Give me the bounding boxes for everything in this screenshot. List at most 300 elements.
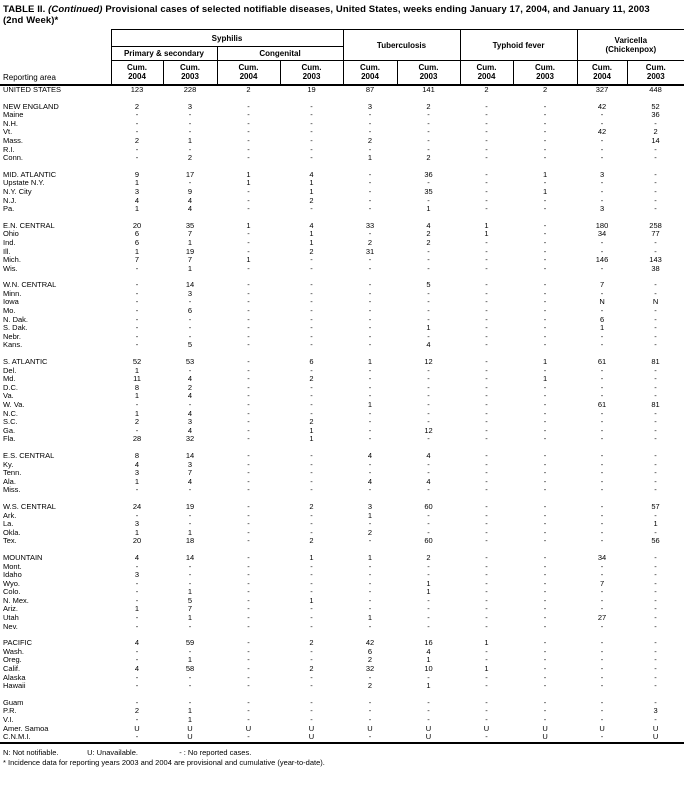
value-cell: -: [600, 638, 604, 648]
value-cell: -: [368, 459, 372, 469]
value-cell: 32: [185, 434, 195, 444]
value-cell: -: [654, 288, 657, 298]
value-cell: -: [427, 195, 430, 205]
value-cell: -: [654, 527, 657, 537]
value-cell: -: [600, 621, 604, 631]
value-cell: -: [368, 288, 372, 298]
value-cell: U: [367, 723, 373, 733]
table-row: [0, 341, 684, 350]
value-cell: 7: [187, 229, 193, 239]
value-cell: 8: [134, 382, 140, 392]
row-label: Wis.: [3, 263, 18, 273]
row-label: P.R.: [3, 706, 17, 716]
value-cell: -: [543, 587, 547, 597]
value-cell: -: [368, 417, 372, 427]
value-cell: -: [188, 681, 192, 691]
value-cell: -: [135, 561, 139, 571]
value-cell: -: [247, 135, 250, 145]
value-cell: 1: [367, 153, 373, 163]
value-cell: 42: [597, 101, 607, 111]
footnote-legend: [3, 748, 684, 758]
value-cell: -: [310, 306, 313, 316]
table-row: [0, 580, 684, 589]
value-cell: U: [542, 723, 548, 733]
table-row: [0, 597, 684, 606]
value-cell: -: [485, 331, 488, 341]
value-cell: -: [310, 604, 313, 614]
value-cell: -: [485, 391, 488, 401]
value-cell: -: [247, 425, 250, 435]
value-cell: -: [485, 153, 488, 163]
value-cell: 2: [134, 135, 140, 145]
value-cell: 1: [367, 357, 373, 367]
value-cell: 20: [132, 536, 142, 546]
value-cell: -: [188, 118, 192, 128]
value-cell: 9: [187, 186, 193, 196]
row-label: Oreg.: [3, 655, 22, 665]
value-cell: -: [543, 153, 547, 163]
value-cell: -: [427, 297, 430, 307]
value-cell: -: [310, 476, 313, 486]
value-cell: -: [485, 118, 488, 128]
value-cell: -: [135, 672, 139, 682]
primary-secondary-subheader: Primary & secondary: [111, 47, 217, 61]
value-cell: 1: [367, 613, 373, 623]
value-cell: -: [135, 621, 139, 631]
value-cell: -: [247, 552, 250, 562]
value-cell: -: [600, 570, 604, 580]
value-cell: U: [308, 732, 315, 742]
value-cell: -: [485, 578, 488, 588]
row-label: S. ATLANTIC: [3, 357, 48, 367]
value-cell: -: [368, 229, 372, 239]
value-cell: -: [654, 314, 657, 324]
table-row: [0, 410, 684, 419]
value-cell: 4: [187, 391, 193, 401]
value-cell: 2: [367, 237, 373, 247]
row-label: R.I.: [3, 144, 15, 154]
value-cell: -: [427, 510, 430, 520]
value-cell: 4: [367, 476, 373, 486]
value-cell: -: [247, 595, 250, 605]
row-label: MID. ATLANTIC: [3, 169, 57, 179]
row-label: Nev.: [3, 621, 18, 631]
value-cell: -: [188, 510, 192, 520]
value-cell: -: [247, 118, 250, 128]
value-cell: -: [247, 697, 250, 707]
value-cell: 1: [542, 357, 548, 367]
value-cell: -: [600, 646, 604, 656]
value-cell: -: [654, 323, 657, 333]
value-cell: -: [543, 655, 547, 665]
year-label: 2003: [302, 72, 321, 81]
value-cell: -: [368, 434, 372, 444]
value-cell: -: [485, 246, 488, 256]
value-cell: -: [543, 365, 547, 375]
value-cell: -: [310, 408, 313, 418]
value-cell: 14: [651, 135, 660, 145]
value-cell: -: [485, 195, 488, 205]
value-cell: 2: [542, 85, 548, 94]
value-cell: 2: [309, 664, 314, 674]
value-cell: -: [310, 655, 313, 665]
year-label: 2003: [646, 72, 665, 81]
value-cell: -: [310, 323, 313, 333]
value-cell: -: [247, 357, 250, 367]
table-row: [0, 614, 684, 623]
value-cell: -: [600, 331, 604, 341]
value-cell: -: [485, 715, 488, 724]
table-row: [0, 529, 684, 538]
value-cell: -: [188, 561, 192, 571]
value-cell: -: [427, 374, 430, 384]
table-row: [0, 137, 684, 146]
value-cell: 1: [134, 391, 140, 401]
cum-2004-column-header: [577, 61, 627, 86]
value-cell: 2: [426, 237, 431, 247]
value-cell: -: [310, 340, 313, 350]
value-cell: -: [485, 697, 488, 707]
row-label: Ohio: [3, 229, 19, 239]
value-cell: -: [654, 306, 657, 316]
value-cell: 3: [187, 459, 193, 469]
cum-label: Cum.: [180, 63, 200, 72]
table-row: [0, 111, 684, 120]
value-cell: U: [425, 723, 432, 733]
table-row: [0, 588, 684, 597]
value-cell: -: [188, 519, 192, 529]
value-cell: -: [654, 468, 657, 478]
cum-2004-column-header: [217, 61, 280, 86]
value-cell: -: [368, 280, 372, 290]
row-label: Alaska: [3, 672, 26, 682]
value-cell: -: [310, 144, 313, 154]
value-cell: 6: [309, 357, 314, 367]
value-cell: -: [427, 468, 430, 478]
value-cell: -: [247, 229, 250, 239]
value-cell: -: [600, 263, 604, 273]
value-cell: -: [485, 374, 488, 384]
value-cell: 16: [424, 638, 433, 648]
value-cell: -: [485, 135, 488, 145]
row-label: Va.: [3, 391, 14, 401]
value-cell: 34: [597, 229, 607, 239]
year-label: 2003: [536, 72, 554, 81]
value-cell: 4: [309, 220, 314, 230]
value-cell: -: [654, 391, 657, 401]
value-cell: -: [247, 340, 250, 350]
value-cell: -: [135, 425, 139, 435]
value-cell: 1: [187, 655, 193, 665]
value-cell: -: [654, 118, 657, 128]
value-cell: -: [543, 331, 547, 341]
value-cell: -: [654, 237, 657, 247]
value-cell: -: [543, 340, 547, 350]
row-label: Okla.: [3, 527, 21, 537]
value-cell: 81: [651, 357, 660, 367]
value-cell: -: [654, 374, 657, 384]
value-cell: 1: [134, 365, 140, 375]
value-cell: -: [247, 417, 250, 427]
value-cell: -: [368, 391, 372, 401]
value-cell: 2: [134, 417, 140, 427]
value-cell: -: [135, 280, 139, 290]
table-row: [0, 682, 684, 691]
value-cell: 2: [309, 246, 314, 256]
value-cell: 1: [246, 220, 251, 230]
year-label: 2004: [477, 72, 496, 81]
value-cell: -: [310, 365, 313, 375]
value-cell: -: [310, 578, 313, 588]
value-cell: -: [247, 536, 250, 546]
value-cell: 14: [185, 280, 195, 290]
value-cell: 1: [187, 135, 193, 145]
value-cell: -: [654, 408, 657, 418]
row-label: Nebr.: [3, 331, 21, 341]
table-row: [0, 486, 684, 495]
value-cell: -: [310, 118, 313, 128]
value-cell: 1: [187, 715, 193, 724]
table-row: [0, 623, 684, 632]
value-cell: 2: [426, 229, 431, 239]
value-cell: 3: [367, 501, 373, 511]
value-cell: -: [310, 127, 313, 137]
value-cell: 2: [309, 417, 314, 427]
table-row: [0, 452, 684, 461]
year-label: 2004: [361, 72, 379, 81]
cum-2003-column-header: [513, 61, 577, 86]
row-label: La.: [3, 519, 14, 529]
cum-label: Cum.: [476, 63, 497, 72]
value-cell: -: [543, 314, 547, 324]
row-label: C.N.M.I.: [3, 732, 31, 742]
value-cell: -: [654, 169, 657, 179]
value-cell: 1: [187, 237, 193, 247]
cum-2003-column-header: [280, 61, 343, 86]
value-cell: -: [310, 715, 313, 724]
value-cell: U: [308, 723, 315, 733]
value-cell: -: [368, 297, 372, 307]
table-row: [0, 384, 684, 393]
value-cell: -: [135, 578, 139, 588]
cum-label: Cum.: [301, 63, 322, 72]
value-cell: -: [543, 510, 547, 520]
value-cell: 2: [426, 101, 431, 111]
value-cell: -: [427, 127, 430, 137]
value-cell: -: [600, 485, 604, 495]
value-cell: 123: [130, 85, 144, 94]
table-row: [0, 120, 684, 129]
table-row: [0, 639, 684, 648]
table-row: [0, 333, 684, 342]
value-cell: 2: [653, 127, 658, 137]
value-cell: -: [654, 186, 657, 196]
row-label: Ill.: [3, 246, 11, 256]
value-cell: -: [135, 681, 139, 691]
value-cell: -: [485, 323, 488, 333]
value-cell: -: [247, 578, 250, 588]
value-cell: -: [310, 280, 313, 290]
value-cell: -: [368, 732, 372, 742]
value-cell: -: [247, 331, 250, 341]
value-cell: 2: [426, 552, 431, 562]
table-row: [0, 128, 684, 137]
value-cell: -: [135, 306, 139, 316]
value-cell: -: [485, 706, 488, 716]
value-cell: U: [245, 723, 252, 733]
value-cell: -: [543, 527, 547, 537]
value-cell: -: [135, 613, 139, 623]
value-cell: 1: [309, 237, 314, 247]
value-cell: 2: [309, 195, 314, 205]
value-cell: 2: [134, 101, 140, 111]
value-cell: -: [135, 153, 139, 163]
row-label: V.I.: [3, 715, 14, 724]
table-row: [0, 392, 684, 401]
value-cell: 60: [424, 501, 433, 511]
value-cell: -: [654, 715, 657, 724]
value-cell: -: [600, 425, 604, 435]
value-cell: -: [310, 587, 313, 597]
value-cell: U: [652, 723, 659, 733]
table-row: [0, 725, 684, 734]
value-cell: -: [247, 621, 250, 631]
table-row: [0, 375, 684, 384]
value-cell: -: [247, 288, 250, 298]
value-cell: 4: [426, 450, 431, 460]
value-cell: -: [247, 715, 250, 724]
cum-label: Cum.: [360, 63, 380, 72]
value-cell: -: [247, 613, 250, 623]
value-cell: -: [600, 450, 604, 460]
value-cell: 52: [651, 101, 660, 111]
value-cell: -: [485, 340, 488, 350]
value-cell: 1: [484, 229, 489, 239]
value-cell: -: [543, 101, 547, 111]
value-cell: N: [599, 297, 605, 307]
value-cell: -: [368, 365, 372, 375]
table-row: [0, 571, 684, 580]
value-cell: -: [485, 595, 488, 605]
value-cell: -: [543, 110, 547, 120]
value-cell: -: [135, 655, 139, 665]
value-cell: -: [247, 263, 250, 273]
row-label: Upstate N.Y.: [3, 178, 45, 188]
value-cell: -: [310, 400, 313, 409]
value-cell: -: [427, 706, 430, 716]
value-cell: -: [485, 297, 488, 307]
value-cell: -: [654, 434, 657, 444]
value-cell: -: [427, 178, 430, 188]
value-cell: -: [135, 314, 139, 324]
value-cell: -: [600, 561, 604, 571]
row-label: Conn.: [3, 153, 24, 163]
row-label: Tenn.: [3, 468, 22, 478]
value-cell: 1: [426, 578, 431, 588]
value-cell: 4: [134, 459, 140, 469]
value-cell: U: [483, 723, 490, 733]
value-cell: -: [427, 570, 430, 580]
value-cell: 6: [599, 314, 605, 324]
value-cell: -: [247, 204, 250, 214]
value-cell: -: [654, 672, 657, 682]
value-cell: 1: [309, 178, 314, 188]
value-cell: -: [427, 408, 430, 418]
row-label: Ark.: [3, 510, 17, 520]
value-cell: 1: [426, 681, 431, 691]
value-cell: 4: [134, 552, 140, 562]
table-row: [0, 461, 684, 470]
value-cell: 1: [542, 374, 548, 384]
table-row: [0, 435, 684, 444]
value-cell: -: [543, 220, 547, 230]
value-cell: -: [654, 655, 657, 665]
value-cell: 34: [597, 552, 607, 562]
value-cell: -: [543, 664, 547, 674]
value-cell: -: [247, 297, 250, 307]
row-label: Del.: [3, 365, 17, 375]
value-cell: 1: [426, 587, 431, 597]
value-cell: -: [188, 570, 192, 580]
year-label: 2003: [181, 72, 199, 81]
row-label: Ind.: [3, 237, 16, 247]
value-cell: -: [247, 501, 250, 511]
value-cell: -: [188, 323, 192, 333]
value-cell: -: [427, 434, 430, 444]
value-cell: -: [485, 314, 488, 324]
value-cell: 19: [185, 246, 195, 256]
value-cell: -: [310, 621, 313, 631]
value-cell: 3: [187, 101, 193, 111]
value-cell: -: [247, 374, 250, 384]
value-cell: -: [543, 552, 547, 562]
value-cell: -: [654, 681, 657, 691]
value-cell: 20: [132, 220, 142, 230]
value-cell: -: [368, 408, 372, 418]
row-label: Fla.: [3, 434, 16, 444]
value-cell: -: [135, 144, 139, 154]
value-cell: 1: [484, 220, 489, 230]
value-cell: -: [247, 527, 250, 537]
value-cell: -: [600, 468, 604, 478]
value-cell: -: [543, 237, 547, 247]
value-cell: -: [600, 697, 604, 707]
value-cell: 1: [309, 186, 314, 196]
value-cell: 1: [246, 255, 251, 265]
value-cell: -: [485, 485, 488, 495]
value-cell: -: [135, 400, 139, 409]
row-label: N.H.: [3, 118, 18, 128]
value-cell: -: [600, 706, 604, 716]
table-row: [0, 563, 684, 572]
value-cell: -: [600, 365, 604, 375]
value-cell: -: [188, 646, 192, 656]
row-label: Mass.: [3, 135, 24, 145]
value-cell: -: [247, 237, 250, 247]
value-cell: 3: [187, 417, 193, 427]
row-label: Md.: [3, 374, 16, 384]
value-cell: -: [247, 391, 250, 401]
value-cell: -: [135, 646, 139, 656]
row-label: Kans.: [3, 340, 23, 350]
value-cell: -: [247, 246, 250, 256]
value-cell: 2: [309, 638, 314, 648]
value-cell: -: [188, 127, 192, 137]
value-cell: -: [654, 178, 657, 188]
value-cell: 3: [134, 468, 140, 478]
value-cell: 4: [426, 220, 431, 230]
value-cell: -: [654, 621, 657, 631]
